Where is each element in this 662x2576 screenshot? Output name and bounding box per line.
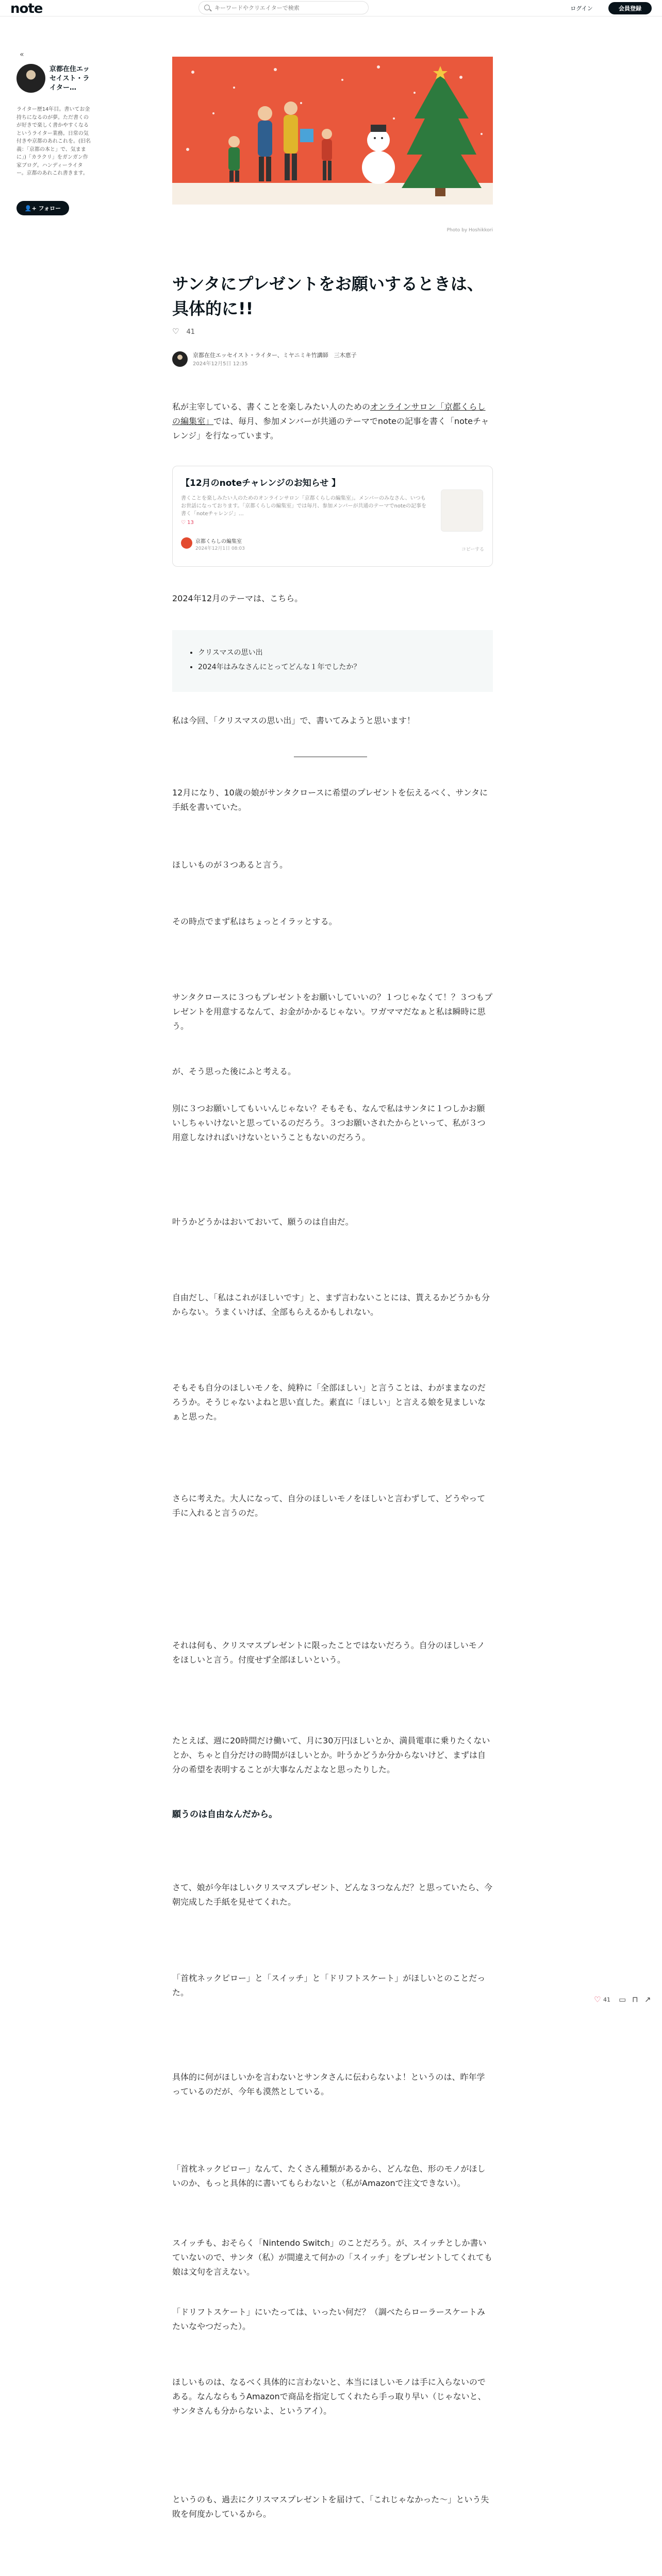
search-input[interactable]	[214, 3, 359, 12]
search-box[interactable]	[198, 1, 369, 14]
body-paragraph: が、そう思った後にふと考える。	[172, 1066, 296, 1076]
floating-actions	[594, 1993, 656, 2008]
follow-button[interactable]: 👤+ フォロー	[16, 201, 69, 215]
photo-credit: Photo by Hoshikkori	[446, 228, 493, 233]
body-paragraph: さて、娘が今年はしいクリスマスプレゼント、どんな３つなんだ？と思っていたら、今朝完成した手紙を見せてくれた。	[172, 1883, 492, 1907]
bookmark-icon[interactable]: ⊓	[632, 1995, 638, 2004]
note-logo[interactable]: note	[10, 1, 43, 16]
body-paragraph: ほしいものは、なるべく具体的に言わないと、本当にほしいモノは手に入らないのである。なんならもうAmazonで商品を指定してくれたら手っ取り早い（じゃないと、サンタさんも分からないよ、というアイ）。	[172, 2377, 486, 2416]
register-button[interactable]: 会員登録	[608, 2, 652, 14]
body-paragraph: 具体的に何がほしいかを言わないとサンタさんに伝わらないよ！というのは、昨年学っているのだが、今年も漠然としている。	[172, 2072, 485, 2096]
lead-paragraph: 私は今回、「クリスマスの思い出」で、書いてみようと思います！	[172, 716, 416, 725]
body-paragraph: というのも、過去にクリスマスプレゼントを届けて、「これじゃなかった～」という失敗を何度かしているから。	[172, 2495, 489, 2519]
body-paragraph: スイッチも、おそらく「Nintendo Switch」のことだろう。が、スイッチとしか書いていないので、サンタ（私）が間違えて何かの「スイッチ」をプレゼントしてくれても娘は文句を言えない。	[172, 2238, 492, 2277]
meta-avatar[interactable]	[172, 351, 188, 367]
comment-icon[interactable]: ▭	[619, 1995, 626, 2004]
intro-paragraph	[172, 400, 493, 443]
salon-link[interactable]: オンラインサロン「京都くらしの編集室」	[172, 402, 486, 426]
like-area	[172, 327, 195, 336]
author-bio: ライター歴14年目。書いてお金持ちになるのが夢。ただ書くのが好きで楽しく書かやすくなるというライター業務。日常の気付きや京都のあれこれを。(旧名義：「京都の本と」で、気ままに」)「カラクリ」をガンガン作家ブログ。ハンディーライター。京都のあれこれ書きます。	[16, 107, 91, 176]
like-count: 41	[186, 328, 195, 336]
embed-creator: 京都くらしの編集室	[195, 539, 242, 545]
body-paragraph: 別に３つお願いしてもいいんじゃない？そもそも、なんで私はサンタに１つしかお願いしちゃいけないと思っているのだろう。３つお願いされたからといって、私が３つ用意しなければいけないということもないのだろう。	[172, 1104, 486, 1142]
meta-author-name[interactable]: 京都在住エッセイスト・ライター、ミヤニミキ竹講師 三木恵子	[193, 352, 357, 359]
follow-label: フォロー	[38, 205, 61, 212]
christmas-illustration	[172, 57, 493, 205]
body-paragraph: 「ドリフトスケート」にいたっては、いったい何だ？（調べたらローラースケートみたいなやつだった）。	[172, 2307, 486, 2331]
top-header	[0, 0, 662, 16]
back-arrow-icon[interactable]: «	[20, 50, 24, 59]
intro-post: では、毎月、参加メンバーが共通のテーマでnoteの記事を書く「noteチャレンジ」を行なっています。	[172, 416, 489, 440]
body-paragraph: 「首枕ネックピロー」と「スイッチ」と「ドリフトスケート」がほしいとのことだった。	[172, 1973, 486, 1997]
embed-title: 【12月のnoteチャレンジのお知らせ 】	[181, 478, 341, 488]
share-icon[interactable]: ↗	[644, 1995, 651, 2004]
body-paragraph: 12月になり、10歳の娘がサンタクロースに希望のプレゼントを伝えるべく、サンタに手紙を書いていた。	[172, 788, 488, 812]
body-paragraph: さらに考えた。大人になって、自分のほしいモノをほしいと言わずして、どうやって手に入れると言うのだ。	[172, 1494, 486, 1518]
heart-icon[interactable]: ♡	[594, 1995, 601, 2004]
embed-creator-avatar	[181, 537, 192, 549]
theme-quote	[172, 630, 493, 692]
embed-date: 2024年12月1日 08:03	[195, 546, 245, 551]
heart-icon[interactable]: ♡	[172, 327, 179, 336]
section-heading: 願うのは自由なんだから。	[172, 1809, 277, 1820]
hero-illustration	[172, 57, 493, 205]
embed-description: 書くことを楽しみたい人のためのオンラインサロン「京都くらしの編集室」。メンバーのみなさん、いつもお世話になっております。「京都くらしの編集室」では毎月、参加メンバーが共通のテーマでnoteの記事を書く「noteチャレンジ」…	[181, 496, 427, 517]
body-paragraph: それは何も、クリスマスプレゼントに限ったことではないだろう。自分のほしいモノをほしいと言う。付度せず全部ほしいという。	[172, 1640, 485, 1665]
body-paragraph: 叶うかどうかはおいておいて、願うのは自由だ。	[172, 1217, 354, 1227]
body-paragraph: そもそも自分のほしいモノを、純粋に「全部ほしい」と言うことは、わがままなのだろうか。そうじゃないよねと思い直した。素直に「ほしい」と言える娘を見ましいなぁと思った。	[172, 1383, 486, 1421]
body-paragraph: 「首枕ネックピロー」なんて、たくさん種類があるから、どんな色、形のモノがほしいのか、もっと具体的に書いてもらわないと（私がAmazonで注文できない）。	[172, 2164, 486, 2188]
body-paragraph: その時点でまず私はちょっとイラッとする。	[172, 917, 337, 926]
author-avatar[interactable]	[16, 64, 45, 93]
login-button[interactable]: ログイン	[566, 3, 597, 14]
article-title: サンタにプレゼントをお願いするときは、具体的に!!	[172, 274, 484, 318]
theme-item: • クリスマスの思い出	[198, 646, 474, 660]
body-paragraph: たとえば、週に20時間だけ働いて、月に30万円ほしいとか、満員電車に乗りたくないとか、ちゃと自分だけの時間がほしいとか。叶うかどうか分からないけど、まずは自分の希望を表明することが大事なんだよなと思ったりした。	[172, 1736, 490, 1774]
intro-pre: 私が主宰している、書くことを楽しみたい人のための	[172, 402, 371, 412]
meta-date: 2024年12月5日 12:35	[193, 361, 248, 367]
theme-line: 2024年12月のテーマは、こちら。	[172, 594, 303, 603]
body-paragraph: ほしいものが３つあると言う。	[172, 860, 288, 870]
body-paragraph: サンタクロースに３つもプレゼントをお願いしていいの？１つじゃなくて！？３つもプレゼントを用意するなんて、お金がかかるじゃない。ワガママだなぁと私は瞬時に思う。	[172, 992, 493, 1031]
embed-likes: ♡ 13	[181, 520, 194, 526]
float-like-count: 41	[603, 1996, 610, 2003]
theme-item: • 2024年はみなさんにとってどんな１年でしたか？	[198, 660, 474, 674]
body-paragraph: 自由だし、「私はこれがほしいです」と、まず言わないことには、貰えるかどうかも分からない。うまくいけば、全部もらえるかもしれない。	[172, 1293, 490, 1317]
search-icon	[204, 5, 210, 10]
embed-thumbnail	[441, 489, 483, 532]
embed-card[interactable]	[172, 466, 493, 567]
divider	[294, 756, 367, 757]
embed-copy-link[interactable]: コピーする	[461, 547, 484, 552]
author-name[interactable]: 京都在住エッセイスト・ライター…	[49, 65, 90, 92]
